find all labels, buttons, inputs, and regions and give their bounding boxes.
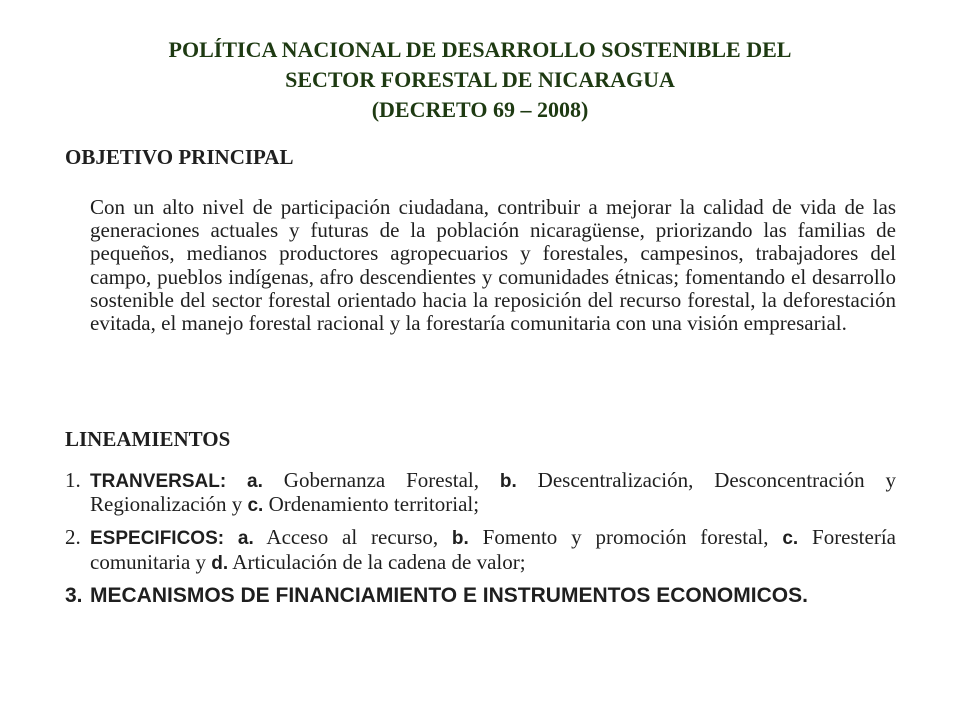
item-label: TRANVERSAL: bbox=[90, 471, 227, 492]
list-number: 1. bbox=[65, 468, 81, 492]
title-line-1: POLÍTICA NACIONAL DE DESARROLLO SOSTENIBLE DEL bbox=[168, 37, 792, 62]
lineamientos-heading: LINEAMIENTOS bbox=[65, 427, 231, 451]
item-text: Gobernanza Forestal, bbox=[262, 468, 500, 492]
item-label: ESPECIFICOS: bbox=[90, 528, 225, 550]
list-item-especificos bbox=[65, 526, 896, 574]
item-key: c. bbox=[247, 495, 264, 517]
list-item-transversal bbox=[65, 469, 896, 517]
item-text: Ordenamiento territorial; bbox=[263, 492, 480, 517]
title-line-3: (DECRETO 69 – 2008) bbox=[371, 97, 589, 122]
item-key: b. bbox=[499, 471, 517, 492]
item-label: MECANISMOS DE FINANCIAMIENTO E INSTRUMENTOS ECONOMICOS. bbox=[90, 583, 808, 607]
item-key: a. bbox=[237, 528, 254, 550]
list-item-mecanismos bbox=[65, 584, 896, 607]
item-text: Articulación de la cadena de valor; bbox=[228, 549, 526, 574]
item-text: Fomento y promoción forestal, bbox=[468, 525, 783, 550]
item-key: c. bbox=[782, 528, 799, 550]
item-key: a. bbox=[247, 471, 263, 492]
objetivo-text: Con un alto nivel de participación ciudadana, contribuir a mejorar la calidad de vida de las generaciones actuales y futuras de la población nicaragüense, priorizando las familias de pequeños, medianos productores agropecuarios y forestales, campesinos, trabajadores del campo, pueblos indígenas, afro descendientes y comunidades étnicas; fomentando el desarrollo sostenible del sector forestal orientado hacia la reposición del recurso forestal, la deforestación evitada, el manejo forestal racional y la forestaría comunitaria con una visión empresarial. bbox=[90, 195, 896, 336]
title-line-2: SECTOR FORESTAL DE NICARAGUA bbox=[285, 67, 675, 92]
item-text: Forestería comunitaria y bbox=[90, 525, 896, 574]
item-text: Acceso al recurso, bbox=[253, 525, 452, 550]
item-key: d. bbox=[211, 552, 229, 574]
item-text: Descentralización, Desconcentración y Regionalización y bbox=[90, 468, 896, 517]
item-key: b. bbox=[451, 528, 469, 550]
list-number: 3. bbox=[65, 583, 83, 607]
list-number: 2. bbox=[65, 525, 81, 550]
slide-title bbox=[60, 35, 900, 125]
lineamientos-list bbox=[65, 469, 896, 616]
objetivo-heading: OBJETIVO PRINCIPAL bbox=[65, 145, 294, 169]
